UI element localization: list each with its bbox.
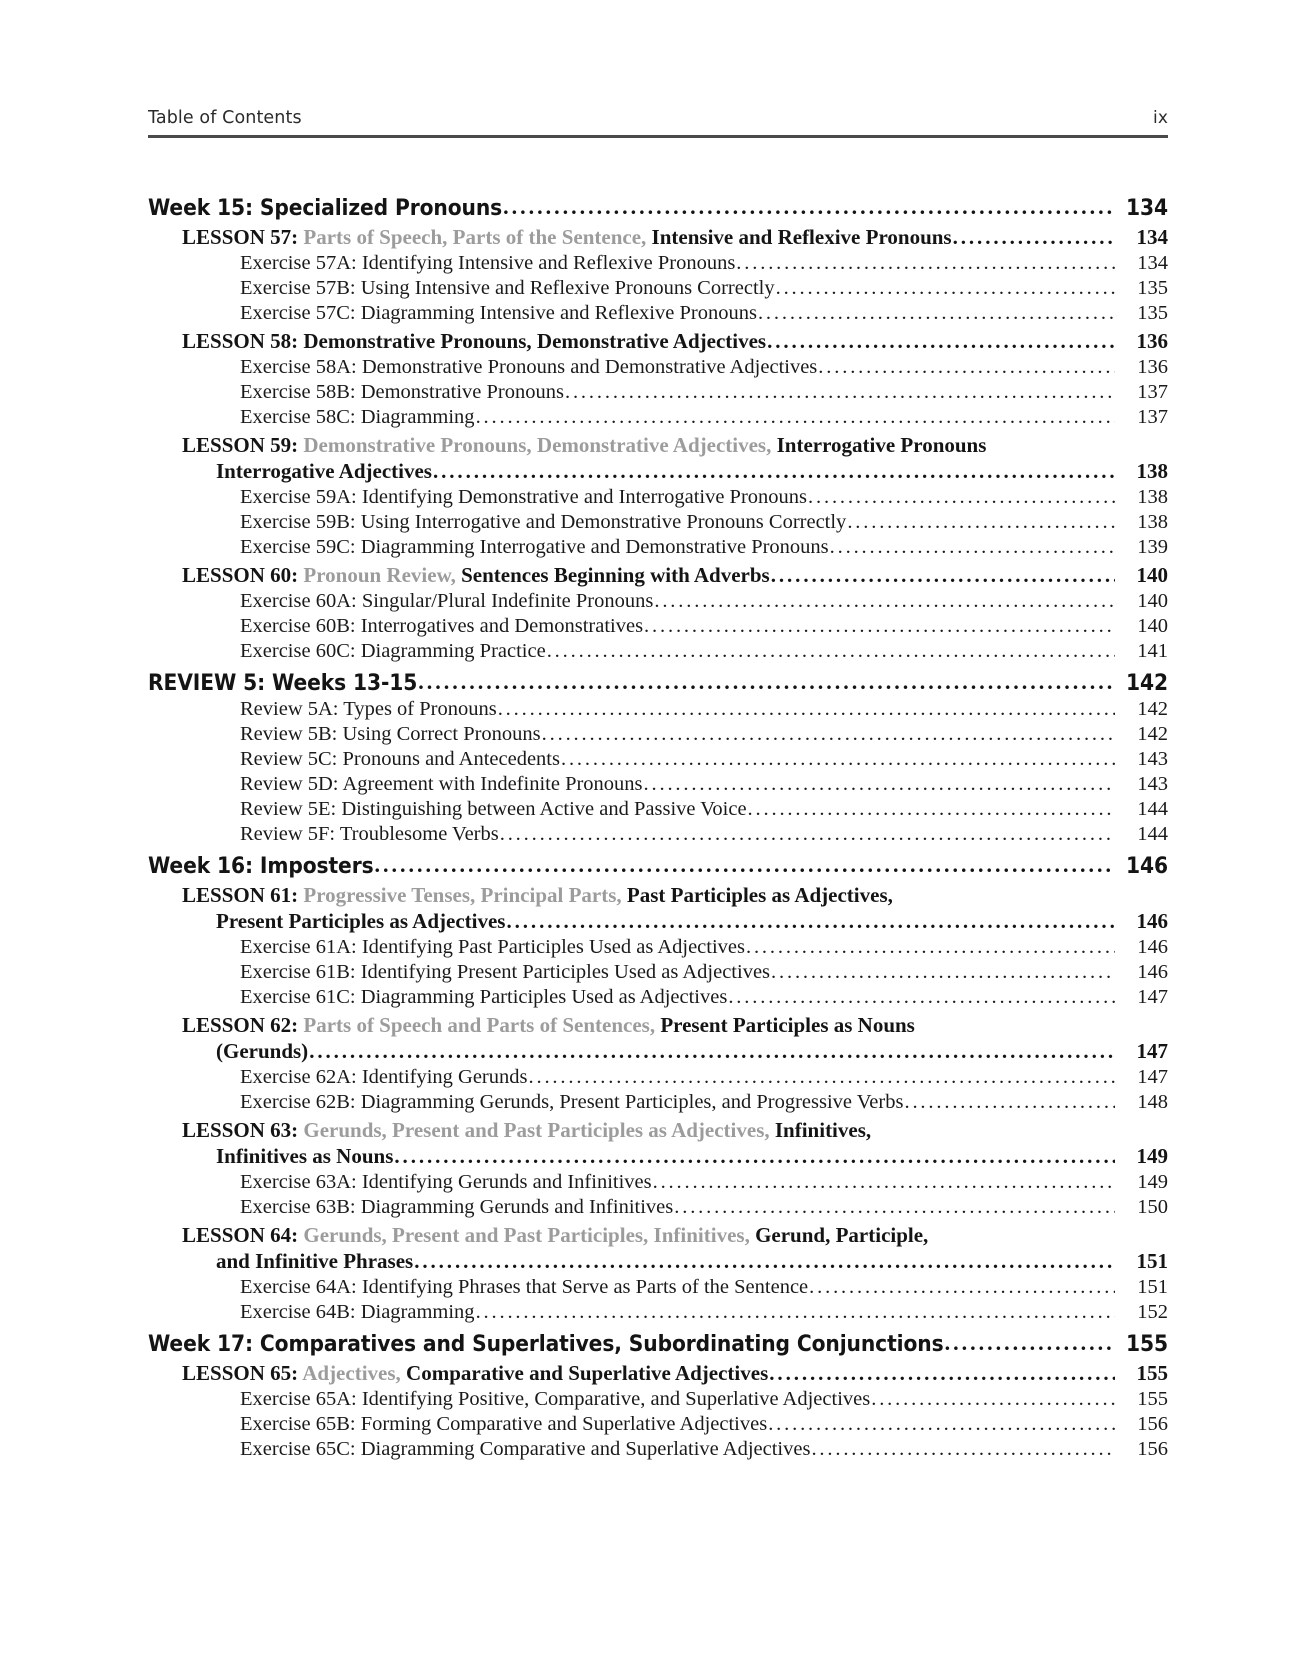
toc-entry-title: Review 5C: Pronouns and Antecedents	[240, 748, 560, 770]
toc-entry-title: Exercise 63A: Identifying Gerunds and Infinitives	[240, 1171, 652, 1193]
dot-leader	[758, 303, 1115, 324]
toc-entry-exercise[interactable]	[148, 698, 1168, 721]
toc-entry-title: Exercise 57B: Using Intensive and Reflexive Pronouns Correctly	[240, 277, 775, 299]
toc-entry-label	[148, 1331, 944, 1357]
toc-entry-label	[240, 1091, 903, 1114]
toc-entry-lesson[interactable]	[148, 1013, 1168, 1038]
toc-entry-title: Demonstrative Pronouns, Demonstrative Adjectives	[303, 329, 767, 353]
toc-entry-title: Review 5F: Troublesome Verbs	[240, 823, 499, 845]
toc-entry-page-number: 136	[1136, 329, 1168, 353]
toc-entry-title: Week 16: Imposters	[148, 853, 374, 879]
toc-entry-page-number: 149	[1136, 1144, 1168, 1168]
toc-entry-label	[240, 936, 745, 959]
toc-entry-exercise[interactable]	[148, 590, 1168, 613]
dot-leader	[644, 774, 1115, 795]
dot-leader	[746, 937, 1115, 958]
toc-entry-exercise[interactable]	[148, 356, 1168, 379]
toc-entry-label	[240, 798, 747, 821]
toc-entry-lesson-continuation[interactable]	[148, 909, 1168, 934]
dot-leader	[904, 1092, 1115, 1113]
toc-entry-exercise[interactable]	[148, 1301, 1168, 1324]
lesson-review-topics: Demonstrative Pronouns, Demonstrative Adjectives,	[303, 433, 777, 457]
toc-entry-lesson[interactable]	[148, 225, 1168, 250]
toc-entry-lesson[interactable]	[148, 1361, 1168, 1386]
toc-entry-label	[182, 1118, 871, 1143]
lesson-number: LESSON 61:	[182, 883, 304, 907]
lesson-number: LESSON 65:	[182, 1361, 303, 1385]
toc-entry-page-number: 142	[1126, 670, 1168, 696]
toc-entry-label	[182, 329, 766, 354]
toc-entry-exercise[interactable]	[148, 615, 1168, 638]
toc-entry-label	[240, 961, 770, 984]
toc-entry-label	[240, 723, 541, 746]
running-header-title: Table of Contents	[148, 108, 302, 128]
toc-entry-page-number: 149	[1137, 1171, 1168, 1193]
toc-entry-exercise[interactable]	[148, 406, 1168, 429]
toc-entry-page-number: 155	[1137, 1388, 1168, 1410]
toc-entry-label	[182, 883, 893, 908]
toc-entry-label	[240, 406, 475, 429]
toc-entry-title: Sentences Beginning with Adverbs	[461, 563, 770, 587]
toc-entry-exercise[interactable]	[148, 723, 1168, 746]
toc-entry-exercise[interactable]	[148, 1388, 1168, 1411]
dot-leader	[654, 591, 1115, 612]
dot-leader	[503, 196, 1115, 218]
dot-leader	[768, 1414, 1115, 1435]
dot-leader	[644, 616, 1115, 637]
lesson-number: LESSON 59:	[182, 433, 304, 457]
toc-entry-label	[240, 511, 846, 534]
toc-entry-page-number: 134	[1136, 225, 1168, 249]
toc-entry-exercise[interactable]	[148, 1091, 1168, 1114]
toc-entry-label	[240, 1438, 810, 1461]
dot-leader	[771, 962, 1115, 983]
dot-leader	[830, 537, 1115, 558]
toc-entry-title: Exercise 60B: Interrogatives and Demonstratives	[240, 615, 644, 637]
toc-entry-page-number: 151	[1136, 1249, 1168, 1273]
toc-entry-label	[182, 1223, 928, 1248]
lesson-review-topics: Parts of Speech and Parts of Sentences,	[303, 1013, 661, 1037]
toc-entry-lesson-continuation[interactable]	[148, 1144, 1168, 1169]
toc-entry-title: Exercise 57A: Identifying Intensive and Reflexive Pronouns	[240, 252, 736, 274]
toc-entry-label	[240, 1413, 767, 1436]
toc-entry-page-number: 137	[1137, 406, 1168, 428]
toc-entry-label	[240, 1276, 808, 1299]
lesson-review-topics: Adjectives,	[302, 1361, 407, 1385]
toc-entry-lesson-continuation[interactable]	[148, 459, 1168, 484]
toc-entry-title: Interrogative Adjectives	[216, 459, 432, 483]
toc-entry-title: Infinitives,	[774, 1118, 872, 1142]
toc-entry-title: Exercise 62A: Identifying Gerunds	[240, 1066, 528, 1088]
toc-entry-exercise[interactable]	[148, 302, 1168, 325]
dot-leader	[506, 911, 1115, 932]
toc-entry-title: Exercise 63B: Diagramming Gerunds and Infinitives	[240, 1196, 674, 1218]
dot-leader	[653, 1172, 1115, 1193]
dot-leader	[953, 227, 1115, 248]
toc-entry-label	[240, 1301, 475, 1324]
toc-entry-page-number: 140	[1136, 563, 1168, 587]
toc-entry-title: Exercise 65C: Diagramming Comparative and Superlative Adjectives	[240, 1438, 811, 1460]
toc-entry-page-number: 135	[1137, 277, 1168, 299]
running-header	[148, 108, 1168, 138]
toc-entry-title: REVIEW 5: Weeks 13-15	[148, 670, 418, 696]
toc-entry-label	[240, 277, 775, 300]
toc-entry-label	[240, 1388, 870, 1411]
dot-leader	[674, 1197, 1115, 1218]
lesson-review-topics: Pronoun Review,	[303, 563, 462, 587]
dot-leader	[418, 671, 1115, 693]
toc-entry-title: Review 5E: Distinguishing between Active and Passive Voice	[240, 798, 747, 820]
lesson-number: LESSON 63:	[182, 1118, 304, 1142]
toc-entry-exercise[interactable]	[148, 1438, 1168, 1461]
toc-entry-exercise[interactable]	[148, 1276, 1168, 1299]
toc-entry-page-number: 144	[1137, 798, 1168, 820]
toc-entry-page-number: 138	[1136, 459, 1168, 483]
toc-entry-label	[182, 433, 986, 458]
toc-entry-label	[216, 459, 432, 484]
dot-leader	[809, 1277, 1115, 1298]
toc-entry-exercise[interactable]	[148, 986, 1168, 1009]
toc-entry-page-number: 140	[1137, 590, 1168, 612]
toc-entry-title: Exercise 64A: Identifying Phrases that Serve as Parts of the Sentence	[240, 1276, 809, 1298]
toc-entry-title: Past Participles as Adjectives,	[626, 883, 893, 907]
toc-entry-title: Gerund, Participle,	[755, 1223, 929, 1247]
dot-leader	[871, 1389, 1115, 1410]
toc-entry-label	[182, 1013, 915, 1038]
toc-entry-title: Exercise 64B: Diagramming	[240, 1301, 475, 1323]
lesson-number: LESSON 62:	[182, 1013, 304, 1037]
toc-entry-page-number: 134	[1126, 195, 1168, 221]
dot-leader	[808, 487, 1115, 508]
dot-leader	[500, 824, 1115, 845]
toc-entry-page-number: 142	[1137, 698, 1168, 720]
toc-entry-exercise[interactable]	[148, 381, 1168, 404]
toc-entry-title: Exercise 65A: Identifying Positive, Comparative, and Superlative Adjectives	[240, 1388, 871, 1410]
toc-entry-label	[240, 1171, 652, 1194]
toc-entry-exercise[interactable]	[148, 823, 1168, 846]
toc-entry-page-number: 139	[1137, 536, 1168, 558]
toc-entry-week[interactable]	[148, 1331, 1168, 1357]
lesson-review-topics: Parts of Speech, Parts of the Sentence,	[303, 225, 652, 249]
toc-entry-page-number: 146	[1126, 853, 1168, 879]
toc-entry-label	[216, 1039, 308, 1064]
toc-entry-page-number: 144	[1137, 823, 1168, 845]
dot-leader	[476, 1302, 1115, 1323]
lesson-number: LESSON 60:	[182, 563, 304, 587]
toc-entry-title: and Infinitive Phrases	[216, 1249, 414, 1273]
toc-entry-page-number: 143	[1137, 748, 1168, 770]
toc-entry-label	[216, 1144, 393, 1169]
toc-entry-title: Exercise 57C: Diagramming Intensive and Reflexive Pronouns	[240, 302, 757, 324]
lesson-number: LESSON 64:	[182, 1223, 304, 1247]
toc-entry-title: Exercise 59A: Identifying Demonstrative and Interrogative Pronouns	[240, 486, 808, 508]
toc-entry-exercise[interactable]	[148, 1171, 1168, 1194]
toc-entry-title: Exercise 65B: Forming Comparative and Superlative Adjectives	[240, 1413, 768, 1435]
toc-entry-label	[240, 252, 735, 275]
toc-entry-page-number: 142	[1137, 723, 1168, 745]
toc-entry-page-number: 143	[1137, 773, 1168, 795]
toc-entry-lesson[interactable]	[148, 433, 1168, 458]
toc-entry-label	[182, 1361, 768, 1386]
toc-entry-label	[240, 986, 727, 1009]
toc-entry-exercise[interactable]	[148, 936, 1168, 959]
toc-entry-exercise[interactable]	[148, 961, 1168, 984]
toc-entry-page-number: 140	[1137, 615, 1168, 637]
toc-entry-page-number: 156	[1137, 1413, 1168, 1435]
dot-leader	[767, 331, 1115, 352]
toc-entry-page-number: 146	[1137, 961, 1168, 983]
toc-entry-title: Intensive and Reflexive Pronouns	[651, 225, 952, 249]
toc-entry-label	[240, 302, 757, 325]
toc-entry-page-number: 146	[1136, 909, 1168, 933]
toc-entry-week[interactable]	[148, 195, 1168, 221]
toc-entry-label	[240, 536, 829, 559]
table-of-contents-list	[148, 188, 1168, 1461]
toc-entry-exercise[interactable]	[148, 252, 1168, 275]
toc-entry-title: Review 5B: Using Correct Pronouns	[240, 723, 541, 745]
lesson-review-topics: Gerunds, Present and Past Participles, Infinitives,	[303, 1223, 756, 1247]
toc-entry-label	[240, 381, 564, 404]
toc-entry-title: Week 17: Comparatives and Superlatives, Subordinating Conjunctions	[148, 1331, 944, 1357]
toc-entry-lesson-continuation[interactable]	[148, 1249, 1168, 1274]
dot-leader	[375, 854, 1115, 876]
toc-entry-exercise[interactable]	[148, 1066, 1168, 1089]
toc-entry-title: Infinitives as Nouns	[216, 1144, 394, 1168]
toc-entry-title: Exercise 59B: Using Interrogative and Demonstrative Pronouns Correctly	[240, 511, 847, 533]
toc-entry-page-number: 148	[1137, 1091, 1168, 1113]
toc-entry-title: Exercise 58B: Demonstrative Pronouns	[240, 381, 564, 403]
toc-entry-title: Exercise 58A: Demonstrative Pronouns and Demonstrative Adjectives	[240, 356, 818, 378]
dot-leader	[769, 1363, 1115, 1384]
dot-leader	[811, 1439, 1115, 1460]
toc-entry-title: Exercise 61A: Identifying Past Participles Used as Adjectives	[240, 936, 745, 958]
toc-entry-title: (Gerunds)	[216, 1039, 309, 1063]
toc-entry-title: Present Participles as Nouns	[660, 1013, 915, 1037]
dot-leader	[771, 565, 1115, 586]
toc-entry-title: Review 5A: Types of Pronouns	[240, 698, 497, 720]
toc-entry-title: Exercise 61B: Identifying Present Participles Used as Adjectives	[240, 961, 771, 983]
dot-leader	[498, 699, 1115, 720]
toc-entry-title: Exercise 62B: Diagramming Gerunds, Present Participles, and Progressive Verbs	[240, 1091, 904, 1113]
toc-entry-title: Present Participles as Adjectives	[216, 909, 506, 933]
toc-entry-exercise[interactable]	[148, 773, 1168, 796]
lesson-review-topics: Progressive Tenses, Principal Parts,	[303, 883, 627, 907]
toc-entry-label	[240, 615, 643, 638]
toc-entry-label	[240, 823, 499, 846]
toc-entry-title: Exercise 60C: Diagramming Practice	[240, 640, 546, 662]
toc-entry-label	[240, 748, 560, 771]
toc-entry-week[interactable]	[148, 853, 1168, 879]
header-rule	[148, 135, 1168, 138]
dot-leader	[414, 1251, 1115, 1272]
toc-entry-page-number: 141	[1137, 640, 1168, 662]
dot-leader	[565, 382, 1115, 403]
toc-entry-exercise[interactable]	[148, 486, 1168, 509]
toc-entry-week[interactable]	[148, 670, 1168, 696]
toc-entry-page-number: 138	[1137, 511, 1168, 533]
dot-leader	[818, 357, 1115, 378]
toc-entry-label	[148, 195, 502, 221]
dot-leader	[748, 799, 1115, 820]
toc-entry-title: Review 5D: Agreement with Indefinite Pronouns	[240, 773, 643, 795]
toc-entry-label	[240, 1196, 673, 1219]
dot-leader	[309, 1041, 1115, 1062]
toc-entry-exercise[interactable]	[148, 1196, 1168, 1219]
toc-entry-page-number: 135	[1137, 302, 1168, 324]
dot-leader	[776, 278, 1115, 299]
dot-leader	[736, 253, 1115, 274]
dot-leader	[561, 749, 1115, 770]
toc-entry-lesson[interactable]	[148, 883, 1168, 908]
toc-entry-page-number: 152	[1137, 1301, 1168, 1323]
lesson-number: LESSON 58:	[182, 329, 304, 353]
toc-entry-page-number: 151	[1137, 1276, 1168, 1298]
toc-entry-label	[182, 563, 770, 588]
toc-entry-lesson-continuation[interactable]	[148, 1039, 1168, 1064]
dot-leader	[476, 407, 1115, 428]
toc-entry-page-number: 138	[1137, 486, 1168, 508]
lesson-review-topics: Gerunds, Present and Past Participles as Adjectives,	[303, 1118, 775, 1142]
toc-entry-exercise[interactable]	[148, 277, 1168, 300]
page-folio: ix	[1153, 108, 1168, 128]
toc-entry-page-number: 156	[1137, 1438, 1168, 1460]
toc-entry-page-number: 147	[1137, 986, 1168, 1008]
toc-entry-page-number: 146	[1137, 936, 1168, 958]
dot-leader	[945, 1332, 1115, 1354]
toc-entry-title: Comparative and Superlative Adjectives	[406, 1361, 769, 1385]
toc-entry-label	[216, 1249, 413, 1274]
toc-entry-label	[240, 590, 653, 613]
running-header-row	[148, 108, 1168, 135]
toc-entry-page-number: 155	[1126, 1331, 1168, 1357]
toc-entry-label	[240, 1066, 528, 1089]
toc-entry-exercise[interactable]	[148, 1413, 1168, 1436]
toc-entry-page-number: 134	[1137, 252, 1168, 274]
dot-leader	[847, 512, 1115, 533]
toc-entry-page-number: 155	[1136, 1361, 1168, 1385]
dot-leader	[542, 724, 1115, 745]
toc-entry-title: Interrogative Pronouns	[776, 433, 987, 457]
toc-entry-title: Exercise 61C: Diagramming Participles Used as Adjectives	[240, 986, 728, 1008]
toc-entry-title: Exercise 58C: Diagramming	[240, 406, 475, 428]
toc-entry-lesson[interactable]	[148, 1223, 1168, 1248]
toc-entry-label	[216, 909, 505, 934]
toc-entry-label	[240, 356, 817, 379]
toc-entry-page-number: 137	[1137, 381, 1168, 403]
toc-entry-exercise[interactable]	[148, 536, 1168, 559]
toc-entry-page-number: 150	[1137, 1196, 1168, 1218]
toc-entry-page-number: 136	[1137, 356, 1168, 378]
toc-entry-label	[240, 698, 497, 721]
toc-entry-page-number: 147	[1136, 1039, 1168, 1063]
toc-entry-title: Week 15: Specialized Pronouns	[148, 195, 503, 221]
toc-entry-label	[148, 670, 417, 696]
toc-entry-title: Exercise 60A: Singular/Plural Indefinite Pronouns	[240, 590, 654, 612]
dot-leader	[433, 461, 1115, 482]
toc-entry-label	[182, 225, 952, 250]
toc-entry-label	[240, 773, 643, 796]
toc-entry-exercise[interactable]	[148, 798, 1168, 821]
dot-leader	[547, 641, 1115, 662]
toc-entry-title: Exercise 59C: Diagramming Interrogative and Demonstrative Pronouns	[240, 536, 829, 558]
toc-entry-lesson[interactable]	[148, 329, 1168, 354]
toc-entry-page-number: 147	[1137, 1066, 1168, 1088]
toc-entry-exercise[interactable]	[148, 748, 1168, 771]
toc-entry-exercise[interactable]	[148, 511, 1168, 534]
toc-entry-lesson[interactable]	[148, 563, 1168, 588]
dot-leader	[394, 1146, 1115, 1167]
dot-leader	[529, 1067, 1116, 1088]
toc-entry-label	[240, 640, 546, 663]
toc-entry-label	[240, 486, 807, 509]
dot-leader	[728, 987, 1115, 1008]
lesson-number: LESSON 57:	[182, 225, 304, 249]
toc-entry-label	[148, 853, 374, 879]
toc-entry-lesson[interactable]	[148, 1118, 1168, 1143]
toc-entry-exercise[interactable]	[148, 640, 1168, 663]
